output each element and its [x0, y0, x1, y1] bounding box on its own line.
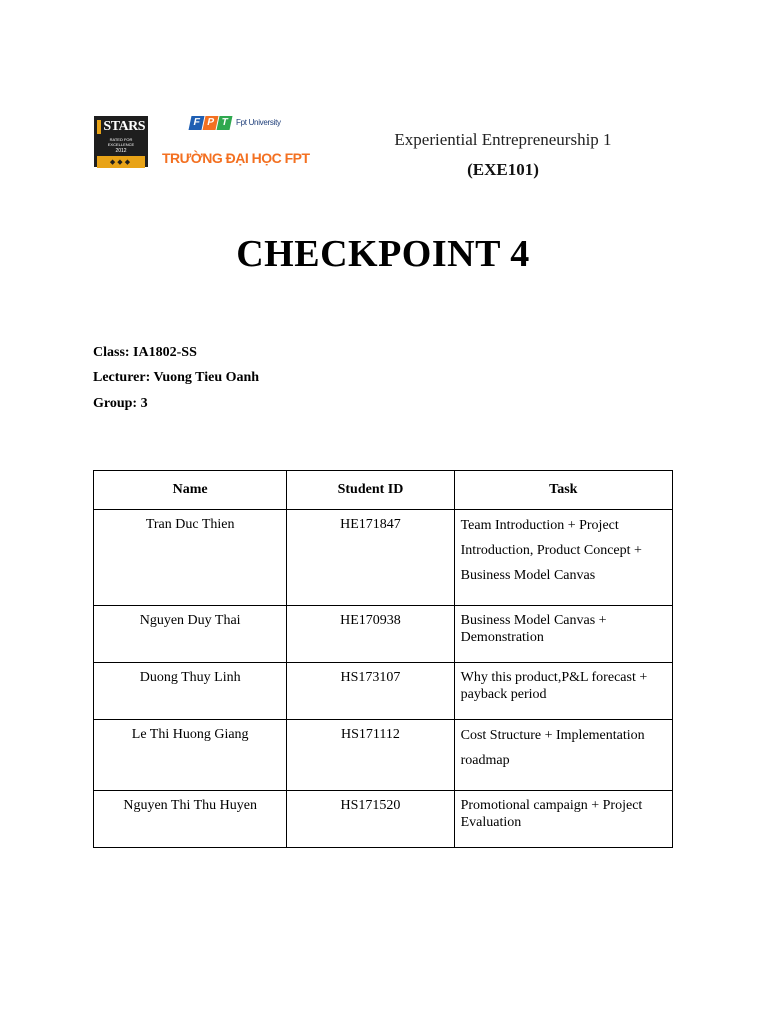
class-info: Class: IA1802-SS [93, 345, 197, 360]
stars-logo-top [97, 118, 145, 136]
header-name: Name [94, 471, 287, 510]
fpt-letters-icon [190, 116, 232, 130]
table-row [94, 720, 673, 791]
fpt-school-name: TRƯỜNG ĐẠI HỌC FPT [162, 150, 310, 166]
member-student-id: HS171112 [287, 720, 454, 791]
stars-logo [94, 116, 148, 167]
stars-logo-subtitle: RATED FOR EXCELLENCE [107, 137, 135, 147]
member-task: Business Model Canvas + Demonstration [454, 606, 672, 663]
member-name: Le Thi Huong Giang [94, 720, 287, 791]
table-row [94, 606, 673, 663]
member-task: Promotional campaign + Project Evaluation [454, 791, 672, 848]
stars-emblem-icon [97, 120, 101, 134]
header-student-id: Student ID [287, 471, 454, 510]
member-table [93, 470, 673, 848]
member-student-id: HE170938 [287, 606, 454, 663]
stars-rating-icon: ◆◆◆ [97, 156, 145, 168]
group-info: Group: 3 [93, 396, 148, 411]
course-code: (EXE101) [467, 160, 539, 179]
member-student-id: HE171847 [287, 510, 454, 606]
course-name: Experiential Entrepreneurship 1 [394, 130, 612, 149]
fpt-letter-t: T [217, 116, 233, 130]
member-student-id: HS173107 [287, 663, 454, 720]
member-name: Duong Thuy Linh [94, 663, 287, 720]
member-name: Tran Duc Thien [94, 510, 287, 606]
stars-logo-year: 2012 [115, 148, 127, 154]
stars-logo-word: STARS [103, 119, 145, 134]
document-title: CHECKPOINT 4 [236, 233, 530, 275]
member-name: Nguyen Duy Thai [94, 606, 287, 663]
fpt-university-logo [160, 116, 310, 170]
member-task: Cost Structure + Implementation roadmap [454, 720, 672, 791]
member-name: Nguyen Thi Thu Huyen [94, 791, 287, 848]
table-header-row [94, 471, 673, 510]
header-task: Task [454, 471, 672, 510]
lecturer-info: Lecturer: Vuong Tieu Oanh [93, 370, 260, 385]
member-task: Team Introduction + Project Introduction, Product Concept + Business Model Canvas [454, 510, 672, 606]
member-task: Why this product,P&L forecast + payback period [454, 663, 672, 720]
table-row [94, 663, 673, 720]
fpt-letter-p: P [203, 116, 219, 130]
member-student-id: HS171520 [287, 791, 454, 848]
table-row [94, 791, 673, 848]
fpt-university-label: Fpt University [236, 118, 281, 127]
table-row [94, 510, 673, 606]
fpt-letter-f: F [189, 116, 205, 130]
